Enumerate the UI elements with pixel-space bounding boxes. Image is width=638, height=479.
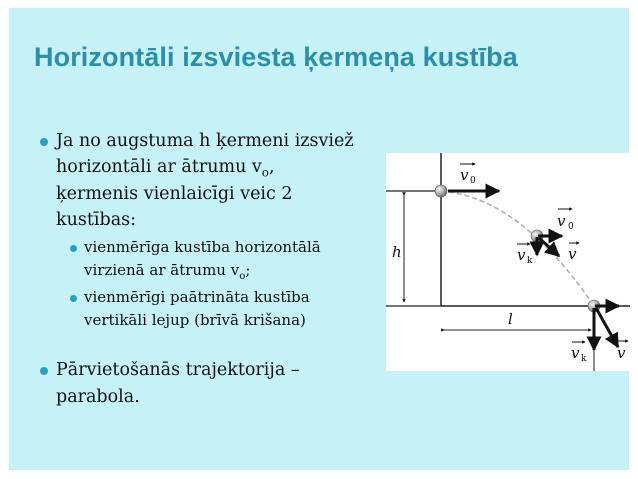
sub-bullet-icon	[70, 295, 77, 302]
bullet-2-line-1: Pārvietošanās trajektorija –	[56, 360, 300, 380]
length-label: l	[508, 310, 513, 328]
bullet-icon	[40, 367, 48, 375]
bullet-1-line-2-text: horizontāli ar ātrumu v	[56, 157, 262, 177]
vk-label-end: v	[571, 344, 580, 362]
height-label: h	[392, 243, 402, 261]
vk-label-end-subscript: k	[581, 354, 587, 364]
bullet-icon	[40, 138, 48, 146]
bullet-1-line-4: kustības:	[56, 210, 136, 230]
v0-label-middle: v	[557, 212, 566, 230]
sub-bullet-1-line-2	[84, 260, 250, 287]
v-label-end: v	[617, 344, 626, 362]
bullet-1-line-2	[56, 155, 275, 185]
sub-bullet-1-line-2-tail: ;	[245, 261, 251, 279]
bullet-2-line-2: parabola.	[56, 387, 140, 407]
v0-label-start: v	[460, 166, 469, 184]
sub-bullet-icon	[70, 245, 77, 252]
bullet-1-line-2-subscript: o	[261, 165, 269, 180]
bullet-1-line-1: Ja no augstuma h ķermeni izsviež	[56, 131, 354, 151]
ball-start	[435, 185, 447, 197]
sub-bullet-1-line-2-subscript: o	[239, 271, 246, 282]
sub-bullet-2-line-1: vienmērīgi paātrināta kustība	[84, 288, 310, 306]
vk-label-middle: v	[517, 246, 526, 264]
bullet-1-line-3: ķermenis vienlaicīgi veic 2	[56, 184, 293, 204]
slide-title: Horizontāli izsviesta ķermeņa kustība	[34, 42, 518, 72]
v-label-middle: v	[568, 245, 577, 263]
bullet-1-line-2-tail: ,	[268, 157, 275, 177]
vk-label-middle-subscript: k	[527, 256, 533, 266]
v0-label-start-subscript: 0	[470, 176, 476, 186]
v0-label-middle-subscript: 0	[568, 222, 574, 232]
projectile-motion-figure	[386, 153, 630, 371]
sub-bullet-1-line-1: vienmērīga kustība horizontālā	[84, 238, 321, 256]
sub-bullet-2-line-2: vertikāli lejup (brīvā krišana)	[84, 311, 306, 329]
sub-bullet-1-line-2-text: virzienā ar ātrumu v	[84, 261, 240, 279]
